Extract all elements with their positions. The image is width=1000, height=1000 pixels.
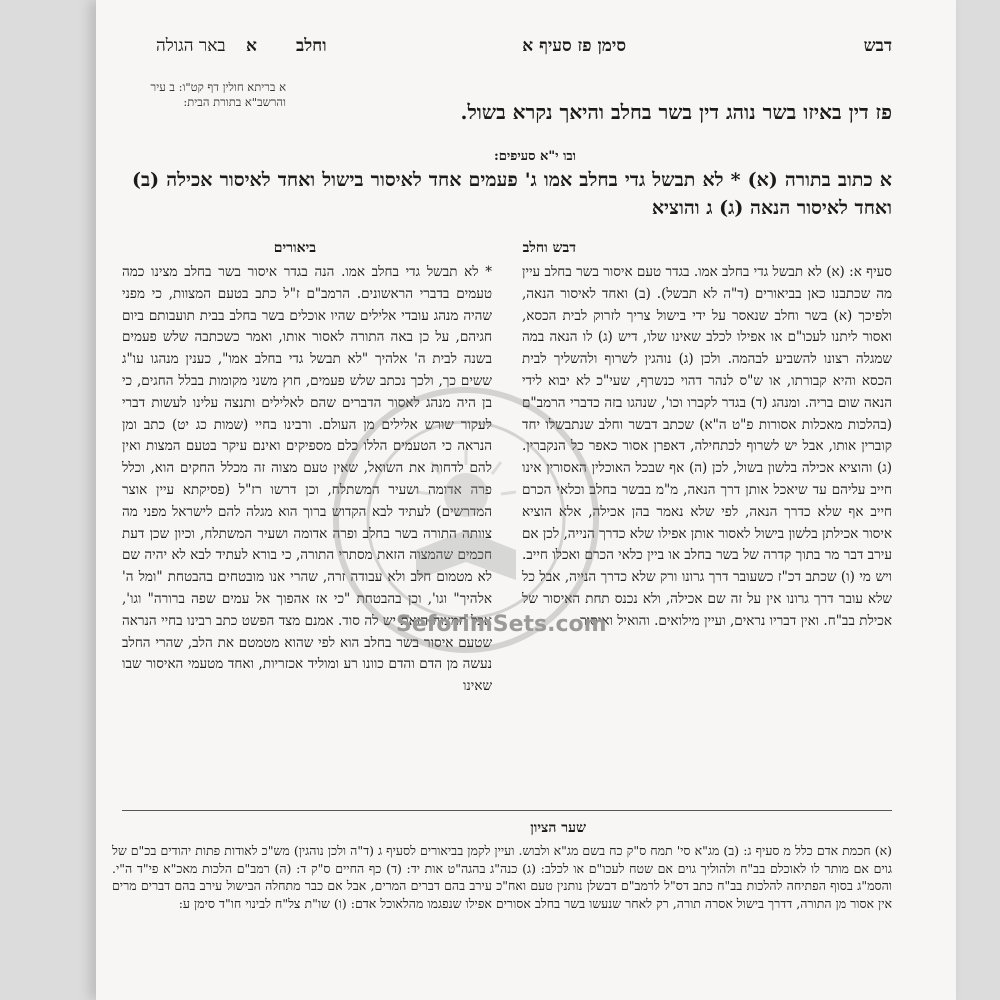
book-page [96, 0, 956, 1000]
shaar-hatziyun-text: (א) חכמת אדם כלל מ סעיף ג: (ב) מג"א סי' תמח ס"ק כח בשם מג"א ולבוש. ועיין לקמן בביאורים לסעיף ג (ד"ה ולכן נוהגין) מש"כ לאודות פתות יהודים בכ"ם של גוים אם מותר לו לאוכלם בב"ח ולהוליך גוים אם שטח לעכו"ם או לכלב: (ג) כנה"ג בהגה"ט אות יד: (ד) כף החיים ס"ק ד: (ה) רמב"ם הלכות מאכ"א פי"ד ה"י. והסמ"ג בסוף הפתיחה להלכות בב"ח כתב דס"ל לרמב"ם דבשלן נותנין טעם ואח"כ עירב בהם דברים המרים, אבל אם כבר מתחלה הבישול עירב בהם דברים מרים אין אסור מן התורה, דדרך בישול אסרה תורה, רק לאחר שנעשו בשר בחלב אסורים אפילו שנפגמו מהלאוכל אדם: (ו) שו"ת צל"ח לבינוי חו"ד סימן ע: [112, 843, 892, 911]
header-left-word: וחלב [296, 36, 327, 56]
biurim-column: * לא תבשל גדי בחלב אמו. הנה בגדר איסור בשר בחלב מצינו כמה טעמים בדברי הראשונים. הרמב"ם ז"ל כתב בטעם המצוות, כי מפני שהיה מנהג עובדי אלילים שהיו אוכלים בשר בחלב בבית תועבותם ביום חגיהם, על כן באה התורה לאסור אותו, ואמר כשכתבה שלש פעמים בשנה לבית ה' אלהיך "לא תבשל גדי בחלב אמו", כענין מנהגו עו"ג ששים כך, ולכך נכתב שלש פעמים, חוץ משני מקומות בבלל החגים, כי בן היה מנהג לאסור הדברים שהם לאלילים ותנצה עלינו לעשות דברי לעקור שורש אלילים מן העולם. ורבינו בחיי (שמות כג יט) כתב ומן הנראה כי הטעמים הללו כלם מספיקים ואינם עיקר בטעם המצות ואין להם לדחות את השואל, שאין טעם מצוה זה מכלל החקים הוא, וכלל פרה אדומה ושעיר המשתלח, וכן דרשו רז"ל (פסיקתא עיין אוצר המדרשים) לעתיד לבא הקדוש ברוך הוא מגלה להם לישראל מפני מה צוותה התורה בשר בחלב ופרה אדומה ושעיר המשתלח, וכיון שכן דעת חכמים שהמצוה הזאת מסתרי התורה, כי בורא לעתיד לבא לא יהיה שם לא מטמום חלב ולא עבודה זרה, שהרי אנו מובטחים בהבטחת "ומל ה' אלהיך" וגו', וכן בהבטחת "כי אז אהפוך אל עמים שפה ברורה" וגו', אבל המצוה הזאת יש לה סוד. אמנם מצד הפשט כתב רבינו בחיי הנראה שטעם איסור בשר בחלב הוא לפי שהוא מטמטם את הלב, שהרי החלב נעשה מן הדם והדם כוונו רע ומוליד אכזריות, ואחד מטעמי האיסור שבו שאינו [122, 264, 492, 695]
dvash-vchalav-column: סעיף א: (א) לא תבשל גדי בחלב אמו. בגדר טעם איסור בשר בחלב עיין מה שכתבנו כאן בביאורים (ד"ה לא תבשל). (ב) ואחד לאיסור הנאה, ולפיכך (א) בשר וחלב שנאסר על ידי בישול צריך לזרוק לבית הכסא, ואסור ליתנו לעכו"ם או אפילו לכלב שאינו שלו, דיש (ג) לו הנאה במה שמגלה רצונו להשביע לבהמה. ולכן (ג) נוהגין לשרוף ולהשליך לבית הכסא והיא קבורתו, או ש"ס לנהר דהוי כנשרף, שעי"כ לא יבוא לידי הנאה שום בריה. ומנהג (ד) בגדר לקברו וכו', שנהגו בזה כדברי הרמב"ם (בהלכות מאכלות אסורות פ"ט ה"א) שכתב דבשר וחלב שנתבשלו יחד קוברין אותו, אבל יש לשרוף לכתחילה, דאפרן אסור כאפר כל הנקברין. (ג) והוציא אכילה בלשון בשול, לכן (ה) אף שבכל האוכלין האסורין אינו חייב עליהם עד שיאכל אותן דרך הנאה, מ"מ בבשר בחלב וכלאי הכרם חייב אף שלא כדרך הנאה, לפי שלא נאמר בהן אכילה, אלא הוציא איסור אכילתן בלשון בישול לאסור אותן אפילו שלא כדרך הנייה, לכן אם עירב דבר מר בתוך קדרה של בשר בחלב או ביין כלאי הכרם ואכלו חייב. ויש מי (ו) שכתב דכ"ז כשעובר דרך גרונו ורק שלא כדרך הנייה, אבל כל שלא עובר דרך גרונו אין על זה שם אכילה, ולא נכנס תחת האיסור של אכילת בב"ח. ואין דבריו נראים, ועיין מילואים. והואיל ואיסור [522, 264, 892, 629]
biurim-heading: ביאורים [273, 240, 316, 256]
header-right-title: דבש [863, 36, 892, 56]
seifim-count: ובו י"א סעיפים: [493, 149, 576, 164]
header-siman-label: סימן פז סעיף א [522, 36, 626, 56]
header-beer-hagolah: באר הגולה [156, 36, 226, 56]
footer-divider [122, 810, 892, 811]
running-header [96, 36, 956, 62]
watermark-url: SeforimSets.com [396, 612, 607, 637]
siman-title: פז דין באיזו בשר נוהג דין בשר בחלב והיאך נקרא בשול. [460, 100, 892, 124]
shulchan-aruch-text: א כתוב בתורה (א) * לא תבשל גדי בחלב אמו ג' פעמים אחד לאיסור בישול ואחד לאיסור אכילה (ב) ואחד לאיסור הנאה (ג) ג והוציא [132, 169, 892, 219]
header-left-letter: א [246, 36, 257, 56]
dvash-vchalav-heading: דבש וחלב [522, 240, 576, 256]
shaar-hatziyun-heading: שער הציון [530, 820, 586, 836]
beer-hagolah-note: א בריתא חולין דף קט"ו: ב עיר והרשב"א בתורת הבית: [150, 80, 286, 109]
